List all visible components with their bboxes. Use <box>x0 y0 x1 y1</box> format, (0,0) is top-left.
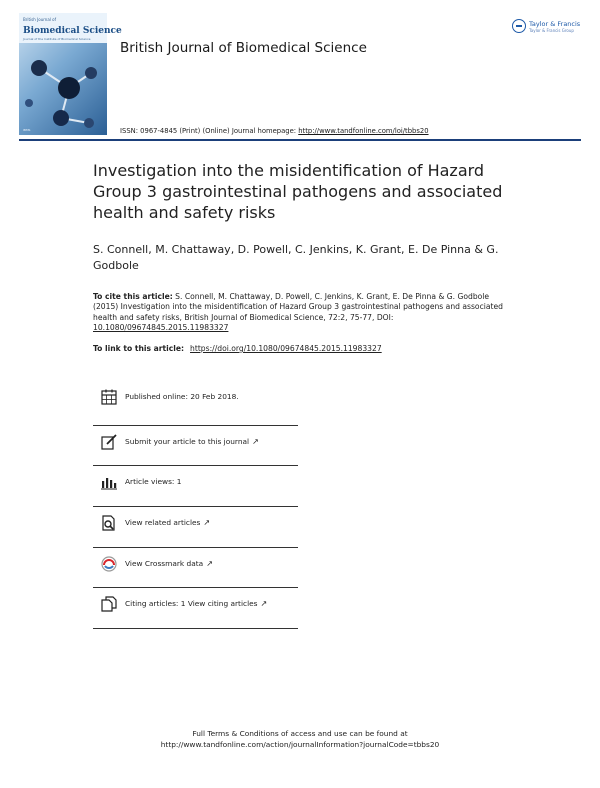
link-label: To link to this article: <box>93 344 185 353</box>
journal-name: British Journal of Biomedical Science <box>120 40 367 56</box>
external-link-icon: ↗ <box>260 599 268 608</box>
cover-subtitle: Journal of the Institute of Biomedical Science <box>23 37 91 41</box>
published-online-row <box>93 380 298 421</box>
issn-line <box>120 127 429 135</box>
journal-cover <box>19 13 122 135</box>
article-views-label: Article views: 1 <box>125 477 182 486</box>
cover-small-text: British Journal of <box>23 17 57 22</box>
article-authors: S. Connell, M. Chattaway, D. Powell, C. Jenkins, K. Grant, E. De Pinna & G. Godbole <box>93 243 499 272</box>
link-to-article <box>93 344 513 353</box>
edit-icon <box>101 434 117 450</box>
cite-label: To cite this article: <box>93 292 173 301</box>
crossmark-icon <box>101 556 117 572</box>
calendar-icon <box>101 389 117 405</box>
external-link-icon: ↗ <box>203 518 211 527</box>
cover-title: Biomedical Science <box>23 26 122 36</box>
header-divider <box>19 139 581 141</box>
document-search-icon <box>101 515 117 531</box>
publisher-logo-text: Taylor & Francis <box>529 20 581 28</box>
related-articles-label: View related articles <box>125 518 201 527</box>
related-articles-row[interactable] <box>93 506 298 547</box>
external-link-icon: ↗ <box>206 559 213 568</box>
publisher-logo-subtext: Taylor & Francis Group <box>529 28 574 33</box>
cover-molecule-graphic <box>19 43 107 135</box>
panel-divider <box>93 628 298 629</box>
published-online-label: Published online: 20 Feb 2018. <box>125 392 239 401</box>
citing-articles-row[interactable] <box>93 587 298 628</box>
publisher-logo-icon <box>512 19 526 33</box>
copy-documents-icon <box>101 596 117 612</box>
citation-block <box>93 292 503 333</box>
cover-footer: IBMS <box>23 128 31 132</box>
citing-articles-label: Citing articles: 1 View citing articles <box>125 599 258 608</box>
submit-article-row[interactable] <box>93 425 298 466</box>
footer-terms-link[interactable]: http://www.tandfonline.com/action/journalInformation?journalCode=tbbs20 <box>160 740 440 749</box>
journal-homepage-link[interactable]: http://www.tandfonline.com/loi/tbbs20 <box>298 127 429 135</box>
external-link-icon: ↗ <box>252 437 259 446</box>
terms-footer <box>0 728 600 750</box>
crossmark-label: View Crossmark data <box>125 559 204 568</box>
footer-line-1: Full Terms & Conditions of access and use can be found at <box>192 729 408 738</box>
bar-chart-icon <box>101 474 117 490</box>
crossmark-row[interactable] <box>93 547 298 588</box>
submit-article-label: Submit your article to this journal <box>125 437 250 446</box>
publisher-logo[interactable] <box>512 17 582 37</box>
issn-text: ISSN: 0967-4845 (Print) (Online) Journal homepage: <box>120 127 297 135</box>
cite-text: S. Connell, M. Chattaway, D. Powell, C. Jenkins, K. Grant, E. De Pinna & G. Godbole (2015) Investigation into the misidentification of Hazard Group 3 gastrointestinal pathogens and associated health and safety risks, British Journal of Biomedical Science, 72:2, 75-77, DOI: <box>93 292 503 322</box>
article-title: Investigation into the misidentification of Hazard Group 3 gastrointestinal pathogens and associated health and safety risks <box>93 161 503 222</box>
cite-doi-link[interactable]: 10.1080/09674845.2015.11983327 <box>93 322 229 332</box>
article-views-row <box>93 465 298 506</box>
article-doi-url[interactable]: https://doi.org/10.1080/09674845.2015.11983327 <box>190 344 382 353</box>
